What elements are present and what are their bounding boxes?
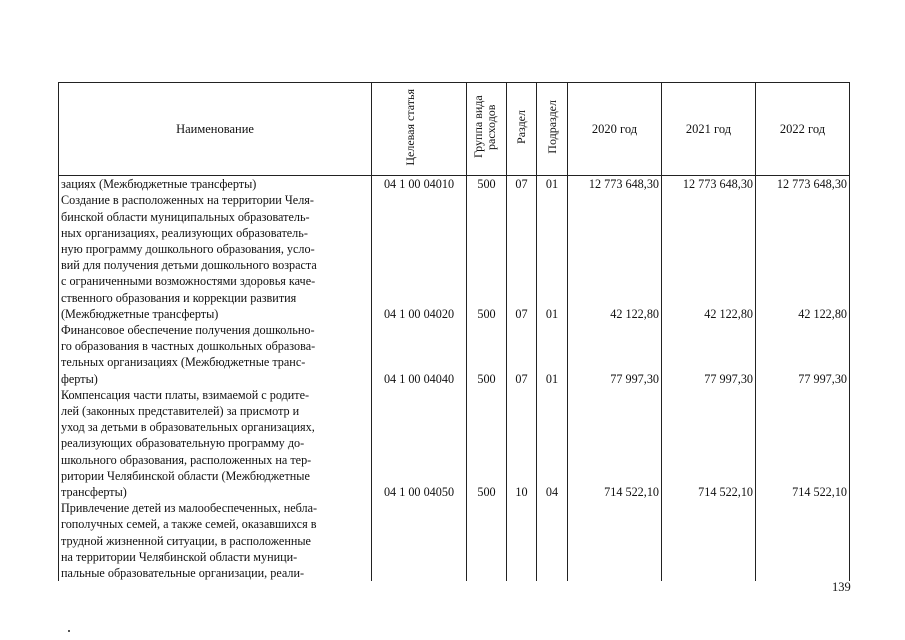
name-line: Компенсация части платы, взимаемой с родите- [61, 387, 310, 402]
row-target-article: 04 1 00 04040 [383, 371, 455, 386]
scan-speck [68, 630, 70, 632]
name-line: Создание в расположенных на территории Челя- [61, 193, 314, 208]
name-line: пальные образовательные организации, реали- [61, 566, 305, 581]
header-name: Наименование [59, 83, 372, 176]
row-target-article-cell [372, 306, 467, 371]
name-line: (Межбюджетные трансферты) [61, 306, 219, 321]
header-year-2021: 2021 год [662, 83, 756, 176]
row-value-2020-cell [568, 176, 662, 306]
row-name [59, 176, 372, 306]
row-value-2021-cell [662, 306, 756, 371]
row-value-2021: 42 122,80 [704, 306, 753, 321]
table-row [59, 306, 850, 371]
row-target-article: 04 1 00 04010 [383, 177, 455, 192]
row-value-2021-cell [662, 484, 756, 581]
row-expense-group: 500 [477, 306, 496, 321]
name-line: с ограниченными возможностями здоровья каче- [61, 274, 316, 289]
row-expense-group-cell [467, 371, 507, 484]
name-line: на территории Челябинской области муници- [61, 549, 298, 564]
row-section-cell [507, 176, 537, 306]
name-line: трансферты) [61, 485, 127, 500]
row-subsection-cell [537, 371, 568, 484]
name-line: зациях (Межбюджетные трансферты) [61, 177, 257, 192]
name-line: ственного образования и коррекции развития [61, 290, 297, 305]
row-expense-group: 500 [477, 371, 496, 386]
row-value-2022: 42 122,80 [798, 306, 847, 321]
row-section-cell [507, 371, 537, 484]
row-value-2021-cell [662, 371, 756, 484]
row-subsection: 04 [545, 485, 559, 500]
table-header-row [59, 83, 850, 176]
row-value-2021: 77 997,30 [704, 371, 753, 386]
row-value-2020: 77 997,30 [610, 371, 659, 386]
name-line: школьного образования, расположенных на тер- [61, 452, 312, 467]
name-line: трудной жизненной ситуации, в расположенные [61, 533, 311, 548]
row-value-2022: 714 522,10 [792, 485, 847, 500]
name-line: ферты) [61, 371, 98, 386]
header-section: Раздел [507, 83, 537, 176]
row-value-2021: 714 522,10 [698, 485, 753, 500]
row-section-cell [507, 306, 537, 371]
row-section-cell [507, 484, 537, 581]
table-row [59, 371, 850, 484]
row-name [59, 371, 372, 484]
row-name [59, 484, 372, 581]
row-value-2020-cell [568, 306, 662, 371]
name-line: ную программу дошкольного образования, усло- [61, 242, 315, 257]
row-subsection-cell [537, 176, 568, 306]
row-target-article: 04 1 00 04050 [383, 485, 455, 500]
row-target-article-cell [372, 484, 467, 581]
row-value-2021-cell [662, 176, 756, 306]
row-section: 07 [515, 371, 528, 386]
header-target-article: Целевая статья [372, 83, 467, 176]
row-value-2022-cell [756, 176, 850, 306]
row-value-2021: 12 773 648,30 [682, 177, 753, 192]
name-line: ных организациях, реализующих образователь- [61, 225, 308, 240]
row-target-article: 04 1 00 04020 [383, 306, 455, 321]
header-subsection: Подраздел [537, 83, 568, 176]
row-value-2022-cell [756, 306, 850, 371]
header-year-2022: 2022 год [756, 83, 850, 176]
row-section: 07 [515, 306, 528, 321]
page-number: 139 [832, 580, 851, 594]
row-value-2020: 714 522,10 [604, 485, 659, 500]
row-subsection: 01 [545, 371, 559, 386]
name-line: тельных организациях (Межбюджетные транс- [61, 355, 306, 370]
name-line: ритории Челябинской области (Межбюджетные [61, 468, 310, 483]
table-body [59, 176, 850, 582]
row-subsection: 01 [545, 177, 559, 192]
row-expense-group-cell [467, 484, 507, 581]
row-expense-group: 500 [477, 485, 496, 500]
row-section: 10 [515, 485, 528, 500]
budget-table [58, 82, 850, 581]
row-expense-group-cell [467, 176, 507, 306]
table-row [59, 176, 850, 306]
row-value-2020: 42 122,80 [610, 306, 659, 321]
name-line: вий для получения детьми дошкольного возраста [61, 258, 317, 273]
row-subsection-cell [537, 484, 568, 581]
name-line: реализующих образовательную программу до- [61, 436, 305, 451]
row-subsection: 01 [545, 306, 559, 321]
row-value-2022-cell [756, 484, 850, 581]
row-value-2020-cell [568, 371, 662, 484]
row-value-2022: 12 773 648,30 [776, 177, 847, 192]
row-value-2022-cell [756, 371, 850, 484]
row-expense-group: 500 [477, 177, 496, 192]
name-line: уход за детьми в образовательных организациях, [61, 420, 315, 435]
row-target-article-cell [372, 176, 467, 306]
row-name [59, 306, 372, 371]
row-value-2022: 77 997,30 [798, 371, 847, 386]
name-line: Финансовое обеспечение получения дошкольно- [61, 323, 315, 338]
header-year-2020: 2020 год [568, 83, 662, 176]
row-target-article-cell [372, 371, 467, 484]
row-value-2020-cell [568, 484, 662, 581]
header-expense-group: Группа вида расходов [467, 83, 507, 176]
row-value-2020: 12 773 648,30 [588, 177, 659, 192]
table-row [59, 484, 850, 581]
name-line: Привлечение детей из малообеспеченных, небла- [61, 501, 318, 516]
name-line: бинской области муниципальных образователь- [61, 209, 310, 224]
row-section: 07 [515, 177, 528, 192]
row-subsection-cell [537, 306, 568, 371]
name-line: лей (законных представителей) за присмотр и [61, 404, 300, 419]
name-line: го образования в частных дошкольных образова- [61, 339, 316, 354]
row-expense-group-cell [467, 306, 507, 371]
name-line: гополучных семей, а также семей, оказавшихся в [61, 517, 317, 532]
